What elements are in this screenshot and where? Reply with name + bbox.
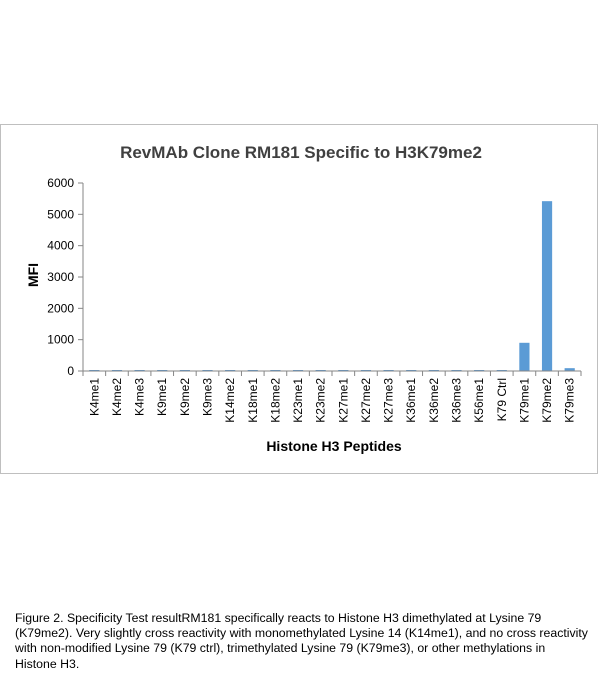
x-tick-label: K27me2	[358, 378, 373, 423]
chart-frame	[0, 124, 598, 474]
x-tick-label: K79me2	[540, 378, 555, 423]
x-tick-label: K79me1	[517, 378, 532, 423]
x-tick-label: K9me3	[200, 378, 215, 417]
bar	[542, 201, 552, 371]
x-tick-label: K79me3	[562, 378, 577, 423]
figure-caption: Figure 2. Specificity Test resultRM181 specifically reacts to Histone H3 dimethylated at Lysine 79 (K79me2). Very slightly cross reactivity with monomethylated Lysine 14 (K14me1), and no cross reactivity with non-modified Lysine 79 (K79 ctrl), trimethylated Lysine 79 (K79me3), or other methylations in Histone H3.	[15, 611, 588, 671]
y-tick-label: 2000	[47, 301, 74, 316]
x-tick-label: K18me2	[268, 378, 283, 423]
bar-chart	[1, 125, 599, 475]
x-tick-label: K14me2	[223, 378, 238, 423]
x-tick-label: K27me1	[336, 378, 351, 423]
x-tick-label: K4me1	[87, 378, 102, 417]
y-tick-label: 4000	[47, 238, 74, 253]
bar	[519, 343, 529, 371]
y-tick-label: 6000	[47, 176, 74, 190]
x-tick-label: K4me3	[132, 378, 147, 417]
x-tick-label: K36me1	[404, 378, 419, 423]
x-axis	[83, 371, 581, 423]
chart-title: RevMAb Clone RM181 Specific to H3K79me2	[120, 143, 482, 162]
x-tick-label: K18me1	[245, 378, 260, 423]
y-axis-label: MFI	[25, 262, 41, 288]
x-axis-label: Histone H3 Peptides	[266, 438, 402, 454]
y-tick-label: 0	[67, 364, 74, 378]
x-tick-label: K9me1	[155, 378, 170, 417]
x-tick-label: K4me2	[109, 378, 124, 417]
x-tick-label: K27me3	[381, 378, 396, 423]
x-tick-label: K36me3	[449, 378, 464, 423]
x-tick-label: K23me2	[313, 378, 328, 423]
x-tick-label: K9me2	[177, 378, 192, 417]
x-tick-label: K56me1	[472, 378, 487, 423]
y-tick-label: 5000	[47, 207, 74, 222]
y-axis	[47, 176, 83, 378]
y-tick-label: 1000	[47, 332, 74, 347]
x-tick-label: K23me1	[291, 378, 306, 423]
x-tick-label: K79 Ctrl	[494, 378, 509, 422]
bars	[89, 201, 575, 371]
x-tick-label: K36me2	[426, 378, 441, 423]
y-tick-label: 3000	[47, 270, 74, 284]
